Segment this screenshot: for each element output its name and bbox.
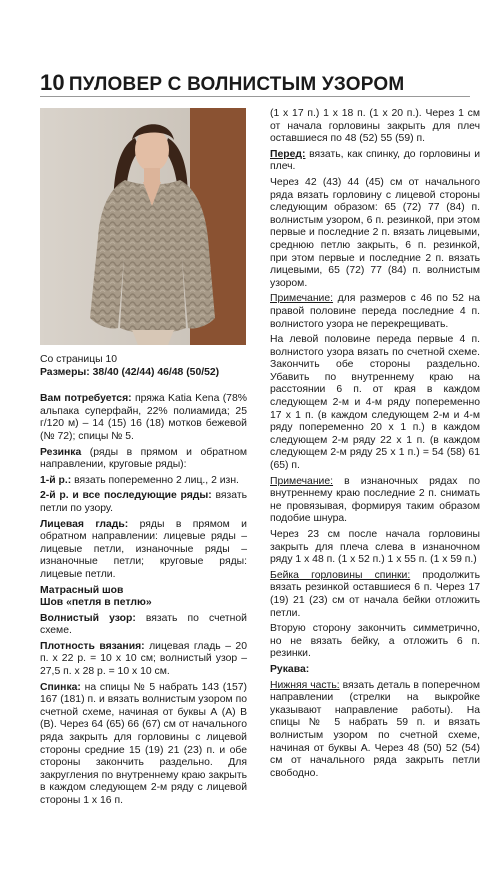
wave-pattern: Волнистый узор: вязать по счетной схеме. <box>40 612 247 637</box>
note-1: Примечание: для размеров с 46 по 52 на правой половине переда последние 4 п. волнистого узора не перекрещивать. <box>270 293 480 330</box>
title-divider <box>40 96 470 97</box>
left-shoulder: Через 23 см после начала горловины закрыть для плеча слева в изнаночном ряду 1 x 48 п. (1 x 52 п.) 1 x 55 п. (1 x 59 п.) <box>270 529 480 566</box>
front-neckline: Через 42 (43) 44 (45) см от начального ряда вязать горловину с лицевой стороны следующим образом: 65 (72) 77 (84) п. волнистым узором, 6 п. резинкой, при этом первые и последние 2 п. вязать лицевыми, среднюю петлю закрыть, 6 п. резинкой, при этом первые и последние 2 п. вязать лицевыми, 65 (72) 77 (84) п. волнистым узором. <box>270 176 480 289</box>
loop-seam: Шов «петля в петлю» <box>40 597 152 609</box>
left-column <box>40 354 247 811</box>
mattress-seam: Матрасный шов <box>40 584 124 596</box>
back-continued: (1 x 17 п.) 1 x 18 п. (1 x 20 п.). Через 1 см от начала горловины закрыть для плеч оставшиеся по 48 (52) 55 (59) п. <box>270 108 480 145</box>
rib-stitch: Резинка (ряды в прямом и обратном направлении, круговые ряды): <box>40 446 247 471</box>
model-photo <box>40 108 246 345</box>
materials: Вам потребуется: пряжа Katia Kena (78% альпака суперфайн, 22% полиамида; 25 г/120 м) – 14 (15) 16 (18) мотков бежевой (№ 72); спицы № 5. <box>40 393 247 442</box>
rib-row-2: 2-й р. и все последующие ряды: вязать петли по узору. <box>40 490 248 514</box>
back-instructions: Спинка: на спицы № 5 набрать 143 (157) 167 (181) п. и вязать волнистым узором по счетной схеме, начиная от буквы А (А) В (В). Через 64 (65) 66 (67) см от начального ряда закрыть для горловины с лицевой стороны средние 15 (19) 21 (23) п. и обе стороны закончить раздельно. Для закругления по внутреннему краю закрыть в каждом следующем 2-м ряду с лицевой стороны 1 x 16 п. <box>40 681 247 806</box>
right-column <box>270 108 480 783</box>
page-title <box>40 70 404 96</box>
rib-row-1: 1-й р.: вязать попеременно 2 лиц., 2 изн. <box>40 474 239 486</box>
note-2: Примечание: в изнаночных рядах по внутреннему краю последние 2 п. снимать не провязывая, формируя таким образом подобие шнура. <box>270 475 480 525</box>
sleeves-heading: Рукава: <box>270 663 310 675</box>
left-half: На левой половине переда первые 4 п. волнистого узора вязать по счетной схеме. Закончить обе стороны раздельно. Убавить по внутреннему краю на расстоянии 6 п. от края в каждом следующем 2-м и 4-м ряду попеременно 17 x 1 п. (в каждом следующем 2-м и 4-м ряду попеременно 20 x 1 п.) в каждом следующем 2-м ряду 22 x 1 п. (в каждом следующем 2-м ряду 25 x 1 п.) = 54 (58) 61 (65) п. <box>270 334 480 472</box>
lower-part: Нижняя часть: вязать деталь в поперечном направлении (стрелки на выкройке указывают направление работы). На спицы № 5 набрать 59 п. и вязать волнистым узором по счетной схеме, начиная от буквы А. Через 48 (50) 52 (54) см от начального ряда закрыть петли свободно. <box>270 679 480 779</box>
pattern-title: ПУЛОВЕР С ВОЛНИСТЫМ УЗОРОМ <box>68 74 405 95</box>
sizes: Размеры: 38/40 (42/44) 46/48 (50/52) <box>40 366 220 378</box>
front-instructions: Перед: вязать, как спинку, до горловины и плеч. <box>270 148 480 173</box>
back-neckband: Бейка горловины спинки: продолжить вязать резинкой оставшиеся 6 п. Через 17 (19) 21 (23) см от начала бейки отложить петли. <box>270 569 480 619</box>
other-side: Вторую сторону закончить симметрично, но не вязать бейку, а отложить 6 п. резинки. <box>270 623 480 660</box>
pattern-number: 10 <box>40 70 65 95</box>
stockinette: Лицевая гладь: ряды в прямом и обратном направлении: лицевые ряды – лицевые петли, изнаночные ряды – изнаночные петли; круговые ряды: лицевые петли. <box>40 518 247 580</box>
source-ref: Со страницы 10 <box>40 354 118 365</box>
gauge: Плотность вязания: лицевая гладь – 20 п. x 22 р. = 10 x 10 см; волнистый узор – 27,5 п. x 28 р. = 10 x 10 см. <box>40 640 247 678</box>
